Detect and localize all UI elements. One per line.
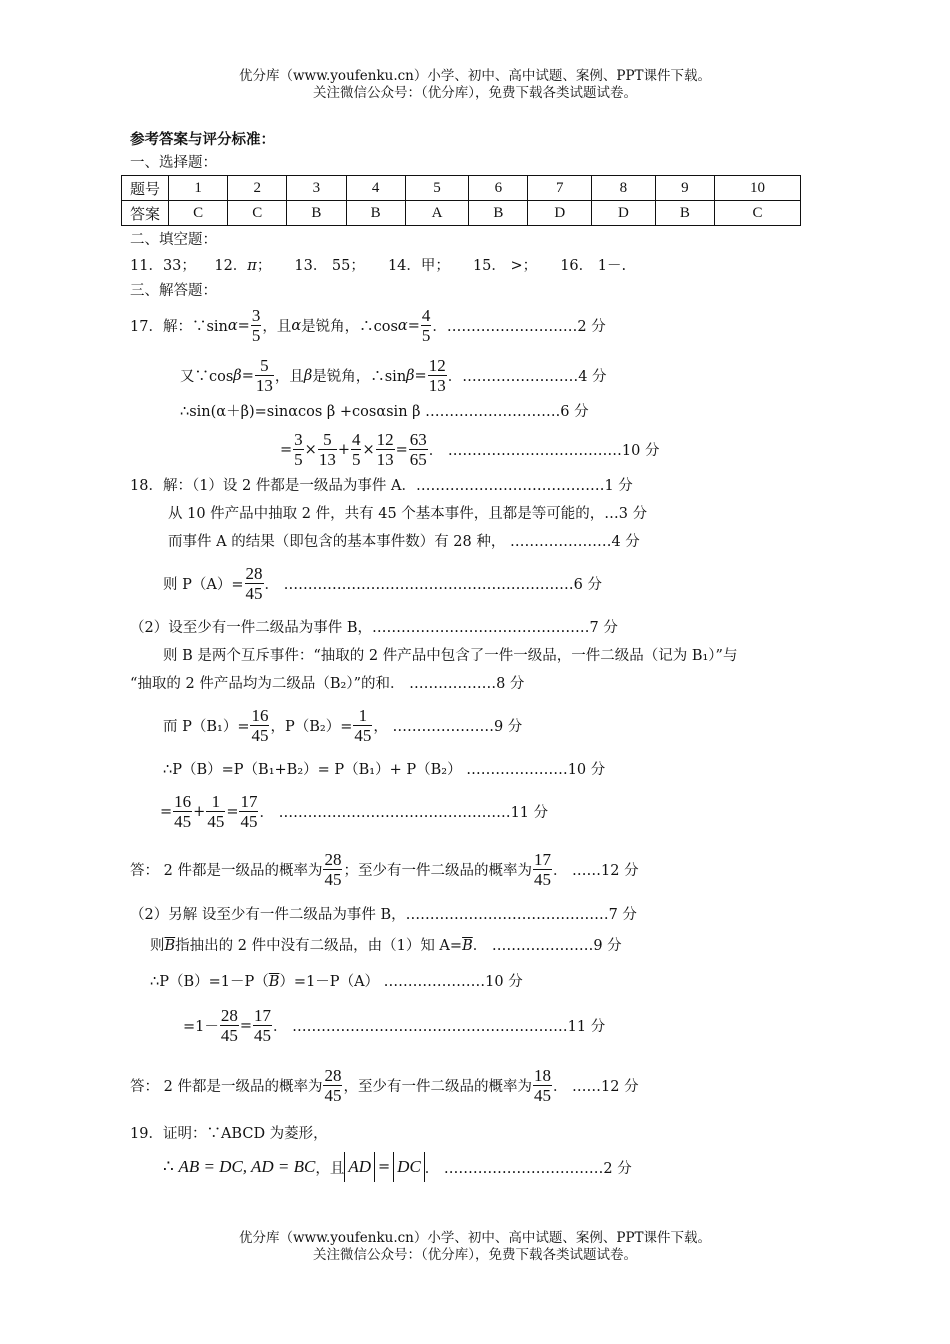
text: = (237, 317, 250, 334)
denominator: 45 (324, 1086, 342, 1105)
fraction (293, 430, 304, 469)
fill-q11: 11．33； (130, 258, 196, 274)
section-solve: 三、解答题： (130, 283, 217, 299)
pi-symbol: π (247, 258, 257, 274)
numerator: 28 (245, 564, 263, 583)
q18-line-12: （2）另解 设至少有一件二级品为事件 B，……………………………………7 分 (130, 907, 637, 923)
math-expression: AB = DC, AD = BC (178, 1157, 316, 1176)
fill-q16: 16． 1－. (560, 258, 627, 274)
text: = (160, 803, 173, 820)
q18-line-10 (160, 792, 548, 831)
answer-title: 参考答案与评分标准： (130, 131, 275, 148)
fill-q14: 14．甲； (387, 258, 450, 274)
score-text: ． ……12 分 (552, 1079, 639, 1095)
text: = (414, 367, 427, 384)
fraction (323, 1066, 342, 1105)
text: ，且 (274, 369, 304, 385)
beta-symbol: β (233, 367, 242, 384)
footer-line-1: 优分库（www.youfenku.cn）小学、初中、高中试题、案例、PPT课件下载。 (238, 1230, 712, 1246)
fraction (250, 706, 269, 745)
text: 是锐角，∴cos (301, 319, 398, 335)
q18-answer-1 (130, 850, 639, 889)
table-cell: 2 (228, 176, 287, 201)
fraction (239, 792, 258, 831)
fraction (253, 1006, 272, 1045)
table-cell: B (469, 201, 528, 226)
q18-line-2: 从 10 件产品中抽取 2 件，共有 45 个基本事件，且都是等可能的，…3 分 (168, 506, 648, 522)
fill-q13: 13． 55； (294, 258, 365, 274)
text: 17．解：∵sin (130, 319, 228, 335)
header-line-2: 关注微信公众号：（优分库），免费下载各类试题试卷。 (313, 85, 637, 101)
text: ）=1－P（A） …………………10 分 (279, 974, 523, 990)
q18-line-15 (183, 1006, 605, 1045)
fraction (251, 306, 262, 345)
page-footer (0, 1230, 950, 1264)
plus-sign: + (337, 441, 350, 458)
q18-answer-2 (130, 1066, 639, 1105)
text: ，至少有一件二级品的概率为 (343, 1079, 532, 1095)
table-cell: D (528, 201, 592, 226)
numerator: 4 (351, 430, 361, 449)
text: 指抽出的 2 件中没有二级品，由（1）知 A= (175, 938, 463, 954)
fraction (323, 850, 342, 889)
numerator: 5 (255, 356, 274, 376)
q18-line-14 (150, 972, 523, 992)
denominator: 5 (351, 450, 361, 469)
fraction (255, 356, 274, 395)
fraction (206, 792, 225, 831)
score-text: ． …………………………………………………11 分 (273, 1019, 606, 1035)
table-row (122, 201, 801, 226)
denominator: 13 (376, 450, 394, 469)
plus-sign: + (193, 803, 206, 820)
page-header (0, 68, 950, 102)
table-cell: 10 (714, 176, 800, 201)
footer-line-2: 关注微信公众号：（优分库），免费下载各类试题试卷。 (313, 1247, 637, 1263)
table-row (122, 176, 801, 201)
header-line-1: 优分库（www.youfenku.cn）小学、初中、高中试题、案例、PPT课件下载。 (238, 68, 712, 84)
score-text: ． …………………9 分 (472, 938, 622, 954)
section-choice: 一、选择题： (130, 155, 217, 171)
beta-symbol: β (303, 367, 313, 384)
denominator: 5 (421, 326, 431, 345)
fraction (421, 306, 432, 345)
denominator: 5 (294, 450, 303, 469)
fraction (376, 430, 395, 469)
score-text: ． …………………………………………11 分 (259, 805, 549, 821)
text: 答： 2 件都是一级品的概率为 (130, 863, 323, 879)
section-fill: 二、填空题： (130, 232, 217, 248)
table-cell: 5 (405, 176, 469, 201)
numerator: 18 (533, 1066, 551, 1085)
b-complement: $\overline{B}$ (462, 938, 473, 954)
denominator: 13 (255, 376, 273, 395)
alpha-symbol: α (227, 317, 238, 334)
times-sign: × (304, 441, 317, 458)
numerator: 12 (428, 356, 446, 375)
numerator: 16 (251, 706, 269, 725)
text: = (280, 441, 293, 458)
q18-line-9: ∴P（B）=P（B₁+B₂）= P（B₁）+ P（B₂） …………………10 分 (163, 762, 606, 778)
text: = (395, 441, 408, 458)
denominator: 45 (533, 1086, 551, 1105)
numerator: 28 (324, 1066, 342, 1085)
denominator: 45 (174, 812, 192, 831)
score-text: ． ……………………………2 分 (424, 1160, 632, 1177)
q18-line-3: 而事件 A 的结果（即包含的基本事件数）有 28 种， …………………4 分 (168, 534, 640, 550)
denominator: 45 (240, 812, 258, 831)
denominator: 45 (251, 726, 269, 745)
text: 则 P（A）= (163, 577, 244, 593)
fill-q15: 15． >； (472, 258, 538, 274)
denominator: 45 (354, 726, 372, 745)
numerator: 63 (409, 430, 427, 449)
fraction (353, 706, 372, 745)
fraction (533, 1066, 552, 1105)
abs-ad: AD (344, 1152, 375, 1182)
text: ；至少有一件二级品的概率为 (343, 863, 532, 879)
denominator: 5 (251, 326, 261, 345)
table-cell: 9 (655, 176, 714, 201)
q18-line-6: 则 B 是两个互斥事件：“抽取的 2 件产品中包含了一件一级品，一件二级品（记为 B₁）”与 (163, 648, 738, 664)
score-text: ． ……12 分 (552, 863, 639, 879)
numerator: 3 (251, 306, 261, 325)
table-cell: B (346, 201, 405, 226)
b-complement: $\overline{B}$ (164, 938, 176, 954)
q18-line-13 (150, 936, 622, 956)
table-cell: 3 (287, 176, 346, 201)
table-cell: C (714, 201, 800, 226)
numerator: 12 (376, 430, 394, 449)
q18-line-8 (163, 706, 522, 745)
denominator: 45 (254, 1026, 272, 1045)
text: 答： 2 件都是一级品的概率为 (130, 1079, 323, 1095)
table-cell: B (287, 201, 346, 226)
numerator: 17 (533, 850, 551, 869)
text: ∴P（B）=1－P（ (150, 974, 269, 990)
beta-symbol: β (406, 367, 415, 384)
text: 又∵cos (180, 369, 234, 385)
score-text: ． ……………………………………………………6 分 (264, 577, 602, 593)
fill-q12-end: ； (256, 258, 272, 274)
fraction (245, 564, 264, 603)
numerator: 16 (174, 792, 192, 811)
denominator: 13 (318, 450, 336, 469)
q18-line-7: “抽取的 2 件产品均为二级品（B₂）”的和． ………………8 分 (130, 676, 525, 692)
score-text: ．………………………2 分 (432, 319, 606, 335)
text: 而 P（B₁）= (163, 719, 250, 735)
numerator: 17 (240, 792, 258, 811)
denominator: 45 (533, 870, 551, 889)
text: = (239, 1017, 253, 1034)
text: = (378, 1159, 391, 1175)
numerator: 4 (421, 306, 431, 325)
fraction (428, 356, 447, 395)
q17-line-3: ∴sin(α＋β)=sinαcos β +cosαsin β ……………………….6 分 (180, 404, 589, 420)
numerator: 5 (318, 430, 337, 450)
denominator: 45 (245, 584, 263, 603)
times-sign: × (362, 441, 375, 458)
score-text: ．……………………4 分 (447, 369, 607, 385)
text: ，且 (315, 1160, 345, 1177)
alpha-symbol: α (397, 317, 408, 334)
numerator: 28 (220, 1006, 238, 1025)
fraction (318, 430, 337, 469)
text: = (226, 803, 239, 820)
table-cell: 6 (469, 176, 528, 201)
fill-answers (130, 256, 626, 276)
numerator: 1 (353, 706, 372, 726)
table-header-cell: 答案 (122, 201, 169, 226)
denominator: 13 (428, 376, 446, 395)
text: =1－ (183, 1019, 219, 1035)
q17-line-4 (280, 430, 659, 469)
fill-q12: 12． (214, 258, 248, 274)
q18-line-5: （2）设至少有一件二级品为事件 B，………………………………………7 分 (130, 620, 618, 636)
fraction (533, 850, 552, 889)
table-cell: C (228, 201, 287, 226)
denominator: 45 (220, 1026, 238, 1045)
table-cell: 7 (528, 176, 592, 201)
text: ，且 (262, 319, 292, 335)
q18-line-1: 18．解：（1）设 2 件都是一级品为事件 A．…………………………………1 分 (130, 478, 633, 494)
numerator: 3 (294, 430, 303, 449)
abs-dc: DC (393, 1152, 425, 1182)
table-cell: A (405, 201, 469, 226)
text: = (241, 367, 254, 384)
text: ，P（B₂）= (270, 719, 353, 735)
text: 是锐角，∴sin (312, 369, 407, 385)
text: = (407, 317, 420, 334)
b-complement: $\overline{B}$ (268, 974, 280, 990)
numerator: 17 (254, 1006, 272, 1025)
score-text: ． ………………………………10 分 (428, 443, 660, 459)
fraction (409, 430, 428, 469)
choice-answer-table (121, 175, 801, 226)
score-text: ， …………………9 分 (373, 719, 523, 735)
numerator: 1 (206, 792, 225, 812)
numerator: 28 (324, 850, 342, 869)
table-cell: B (655, 201, 714, 226)
q19-line-1: 19．证明：∵ABCD 为菱形， (130, 1126, 328, 1142)
table-cell: 4 (346, 176, 405, 201)
table-cell: 8 (592, 176, 656, 201)
denominator: 45 (324, 870, 342, 889)
table-cell: 1 (169, 176, 228, 201)
q17-line-2 (180, 356, 607, 395)
text: 则 (150, 938, 165, 954)
q18-line-4 (163, 564, 602, 603)
table-cell: D (592, 201, 656, 226)
fraction (220, 1006, 239, 1045)
alpha-symbol: α (291, 317, 302, 334)
denominator: 45 (207, 812, 225, 831)
table-cell: C (169, 201, 228, 226)
text: ∴ (163, 1157, 174, 1177)
q17-line-1 (130, 306, 606, 345)
fraction (173, 792, 192, 831)
denominator: 65 (409, 450, 427, 469)
fraction (351, 430, 362, 469)
q19-line-2 (163, 1152, 632, 1182)
table-header-cell: 题号 (122, 176, 169, 201)
